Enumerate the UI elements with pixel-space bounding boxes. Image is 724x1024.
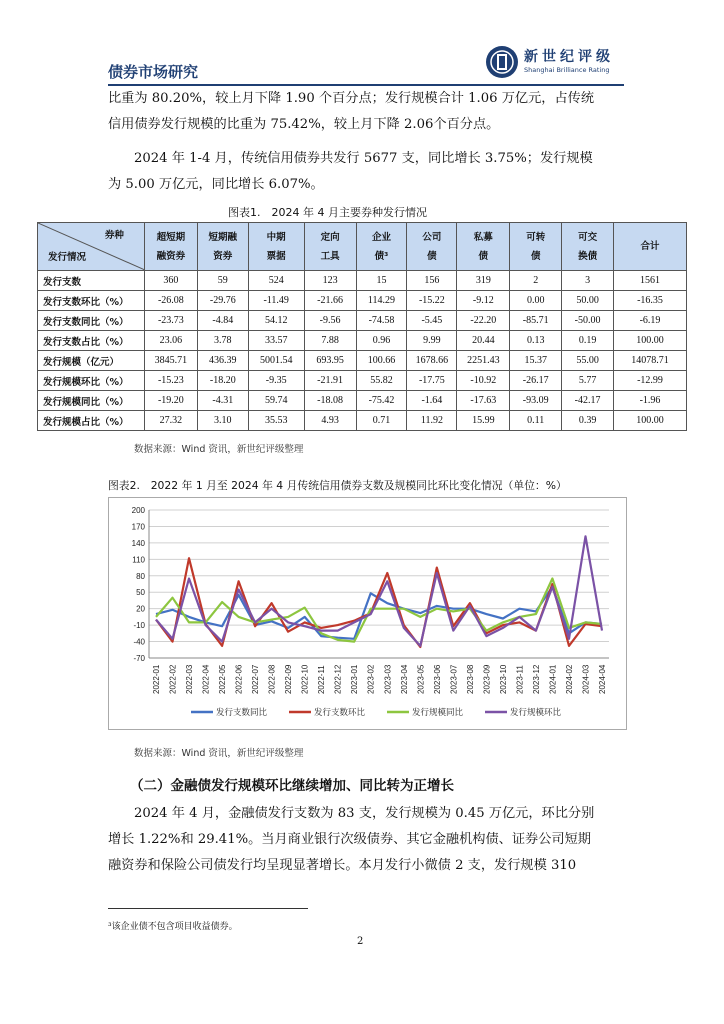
page-number: 2 — [357, 936, 364, 947]
table-cell: 100.66 — [356, 351, 407, 371]
x-tick-label: 2023-09 — [482, 664, 492, 694]
x-tick-label: 2022-10 — [300, 664, 310, 694]
col-header: 私募 债 — [457, 223, 510, 271]
table-cell: -4.84 — [197, 311, 248, 331]
table-cell: -93.09 — [510, 391, 562, 411]
paragraph-line: 信用债券发行规模的比重为 75.42%，较上月下降 2.06个百分点。 — [108, 117, 500, 132]
x-tick-label: 2023-12 — [531, 664, 541, 694]
x-tick-label: 2022-05 — [218, 664, 228, 694]
y-tick-label: 20 — [136, 604, 145, 614]
table-caption: 图表1. 2024 年 4 月主要券种发行情况 — [228, 206, 427, 219]
table-cell: 2251.43 — [457, 351, 510, 371]
col-header: 定向 工具 — [304, 223, 356, 271]
chart-frame — [108, 497, 627, 730]
table-cell: -17.63 — [457, 391, 510, 411]
x-tick-label: 2022-01 — [152, 664, 161, 694]
logo-chinese-name: 新世纪评级 — [524, 49, 614, 65]
table-cell: -10.92 — [457, 371, 510, 391]
table-cell: 55.00 — [562, 351, 614, 371]
table-cell: -29.76 — [197, 291, 248, 311]
col-header: 中期 票据 — [248, 223, 304, 271]
table-cell: 15.99 — [457, 411, 510, 431]
row-label: 发行规模同比（%） — [38, 391, 145, 411]
paragraph-line: 增长 1.22%和 29.41%。当月商业银行次级债券、其它金融机构债、证券公司短期 — [108, 832, 591, 847]
table-cell: -17.75 — [407, 371, 457, 391]
y-tick-label: 50 — [136, 588, 145, 598]
table-cell: -4.31 — [197, 391, 248, 411]
col-header: 可转 债 — [510, 223, 562, 271]
header-title: 债券市场研究 — [108, 63, 199, 81]
table-cell: -22.20 — [457, 311, 510, 331]
paragraph-line: 2024 年 1-4 月，传统信用债券共发行 5677 支，同比增长 3.75%；发行规模 — [134, 151, 593, 166]
table-cell: 100.00 — [614, 411, 687, 431]
x-tick-label: 2023-07 — [449, 664, 459, 694]
table-cell: -16.35 — [614, 291, 687, 311]
x-tick-label: 2023-10 — [498, 664, 508, 694]
x-tick-label: 2023-01 — [350, 664, 360, 694]
table-cell: -23.73 — [144, 311, 197, 331]
table-cell: -15.22 — [407, 291, 457, 311]
col-header: 可交 换债 — [562, 223, 614, 271]
table-cell: -18.20 — [197, 371, 248, 391]
footnote-divider — [108, 908, 308, 909]
row-label: 发行支数同比（%） — [38, 311, 145, 331]
x-tick-label: 2022-11 — [317, 665, 327, 694]
footnote: ³该企业债不包含项目收益债券。 — [108, 922, 238, 932]
table-cell: 27.32 — [144, 411, 197, 431]
table-source: 数据来源：Wind 资讯，新世纪评级整理 — [134, 444, 304, 455]
x-tick-label: 2022-08 — [267, 664, 277, 694]
table-cell: 319 — [457, 271, 510, 291]
x-tick-label: 2023-03 — [383, 664, 393, 694]
table-cell: -18.08 — [304, 391, 356, 411]
corner-top-label: 券种 — [104, 230, 124, 241]
table-cell: 3845.71 — [144, 351, 197, 371]
legend-label: 发行规模环比 — [510, 708, 562, 718]
table-cell: 50.00 — [562, 291, 614, 311]
table-cell: 100.00 — [614, 331, 687, 351]
table-cell: -50.00 — [562, 311, 614, 331]
logo-english-name: Shanghai Brilliance Rating — [524, 66, 610, 74]
paragraph-line: 为 5.00 万亿元，同比增长 6.07%。 — [108, 177, 324, 192]
chart-caption: 图表2. 2022 年 1 月至 2024 年 4 月传统信用债券支数及规模同比环比变化情况（单位：%） — [108, 479, 567, 492]
x-tick-label: 2023-02 — [366, 664, 376, 694]
chart-source: 数据来源：Wind 资讯，新世纪评级整理 — [134, 748, 304, 759]
table-cell: 14078.71 — [614, 351, 687, 371]
y-tick-label: -10 — [133, 621, 145, 631]
paragraph-2 — [108, 146, 624, 198]
table-cell: 33.57 — [248, 331, 304, 351]
series-line-3 — [156, 579, 602, 642]
x-tick-label: 2022-04 — [201, 664, 211, 694]
table-cell: 1678.66 — [407, 351, 457, 371]
row-label: 发行规模（亿元） — [38, 351, 145, 371]
table-cell: 5.77 — [562, 371, 614, 391]
table-cell: -5.45 — [407, 311, 457, 331]
col-header: 公司 债 — [407, 223, 457, 271]
table-cell: -19.20 — [144, 391, 197, 411]
table-cell: 23.06 — [144, 331, 197, 351]
paragraph-line: 融资券和保险公司债发行均呈现显著增长。本月发行小微债 2 支，发行规模 310 — [108, 858, 577, 873]
table-cell: 59.74 — [248, 391, 304, 411]
x-tick-label: 2023-05 — [416, 664, 426, 694]
row-label: 发行支数占比（%） — [38, 331, 145, 351]
paragraph-3 — [108, 801, 624, 879]
table-cell: 11.92 — [407, 411, 457, 431]
table-cell: -75.42 — [356, 391, 407, 411]
table-cell: -21.66 — [304, 291, 356, 311]
table-row — [38, 271, 687, 291]
section-heading: （二）金融债发行规模环比继续增加、同比转为正增长 — [130, 778, 454, 794]
table-cell: -74.58 — [356, 311, 407, 331]
table-cell: 0.96 — [356, 331, 407, 351]
table-cell: 0.71 — [356, 411, 407, 431]
y-tick-label: -40 — [133, 637, 145, 647]
table-row — [38, 311, 687, 331]
table-cell: 5001.54 — [248, 351, 304, 371]
row-label: 发行规模占比（%） — [38, 411, 145, 431]
col-header: 企业 债³ — [356, 223, 407, 271]
table-cell: 3.10 — [197, 411, 248, 431]
col-header: 超短期 融资券 — [144, 223, 197, 271]
table-cell: 35.53 — [248, 411, 304, 431]
table-cell: 693.95 — [304, 351, 356, 371]
paragraph-line: 比重为 80.20%，较上月下降 1.90 个百分点；发行规模合计 1.06 万亿元，占传统 — [108, 91, 595, 106]
table-cell: 2 — [510, 271, 562, 291]
col-header: 合计 — [614, 223, 687, 271]
table-cell: 3 — [562, 271, 614, 291]
table-cell: -26.17 — [510, 371, 562, 391]
table-row — [38, 331, 687, 351]
y-tick-label: 170 — [131, 522, 145, 532]
x-tick-label: 2023-08 — [465, 664, 475, 694]
table-cell: 360 — [144, 271, 197, 291]
line-chart — [109, 498, 626, 729]
table-cell: 0.19 — [562, 331, 614, 351]
table-cell: -42.17 — [562, 391, 614, 411]
table-cell: -1.64 — [407, 391, 457, 411]
y-tick-label: 80 — [136, 571, 145, 581]
table-cell: 114.29 — [356, 291, 407, 311]
x-tick-label: 2024-04 — [598, 664, 607, 694]
y-tick-label: -70 — [133, 654, 145, 663]
table-cell: 123 — [304, 271, 356, 291]
table-row — [38, 351, 687, 371]
table-cell: 4.93 — [304, 411, 356, 431]
table-cell: 20.44 — [457, 331, 510, 351]
table-cell: 7.88 — [304, 331, 356, 351]
table-cell: 3.78 — [197, 331, 248, 351]
company-logo — [484, 44, 626, 80]
x-tick-label: 2022-07 — [251, 664, 261, 694]
x-tick-label: 2023-06 — [432, 664, 442, 694]
y-tick-label: 110 — [132, 555, 145, 565]
table-cell: 15.37 — [510, 351, 562, 371]
table-row — [38, 291, 687, 311]
legend-label: 发行规模同比 — [412, 708, 464, 718]
x-tick-label: 2024-02 — [564, 664, 574, 694]
x-tick-label: 2024-03 — [581, 664, 591, 694]
col-header: 短期融 资券 — [197, 223, 248, 271]
row-label: 发行规模环比（%） — [38, 371, 145, 391]
table-row — [38, 391, 687, 411]
table-cell: 0.39 — [562, 411, 614, 431]
x-tick-label: 2024-01 — [548, 664, 558, 694]
table-cell: 1561 — [614, 271, 687, 291]
table-cell: 15 — [356, 271, 407, 291]
paragraph-1 — [108, 86, 624, 138]
table-cell: 436.39 — [197, 351, 248, 371]
table-cell: 0.11 — [510, 411, 562, 431]
table-cell: -11.49 — [248, 291, 304, 311]
table-cell: -1.96 — [614, 391, 687, 411]
x-tick-label: 2022-06 — [234, 664, 244, 694]
table-cell: 0.13 — [510, 331, 562, 351]
table-cell: -9.35 — [248, 371, 304, 391]
table-cell: 156 — [407, 271, 457, 291]
table-cell: -12.99 — [614, 371, 687, 391]
table-row — [38, 371, 687, 391]
table-cell: 0.00 — [510, 291, 562, 311]
logo-emblem-icon — [484, 44, 520, 80]
table-header-row — [38, 223, 687, 271]
table-row — [38, 411, 687, 431]
table-cell: -9.56 — [304, 311, 356, 331]
table-cell: -15.23 — [144, 371, 197, 391]
paragraph-line: 2024 年 4 月，金融债发行支数为 83 支，发行规模为 0.45 万亿元，环比分别 — [134, 806, 595, 821]
table-corner-cell — [38, 223, 145, 271]
table-cell: -85.71 — [510, 311, 562, 331]
table-cell: -9.12 — [457, 291, 510, 311]
table-cell: -6.19 — [614, 311, 687, 331]
legend-label: 发行支数环比 — [314, 708, 366, 718]
x-tick-label: 2022-02 — [168, 664, 178, 694]
table-cell: 9.99 — [407, 331, 457, 351]
table-cell: -21.91 — [304, 371, 356, 391]
x-tick-label: 2022-09 — [284, 664, 294, 694]
y-tick-label: 200 — [131, 506, 145, 515]
legend-label: 发行支数同比 — [216, 708, 268, 718]
row-label: 发行支数环比（%） — [38, 291, 145, 311]
x-tick-label: 2023-04 — [399, 664, 409, 694]
bond-issuance-table — [37, 222, 687, 431]
table-cell: 54.12 — [248, 311, 304, 331]
y-tick-label: 140 — [131, 538, 145, 548]
x-tick-label: 2023-11 — [515, 665, 525, 694]
table-cell: -26.08 — [144, 291, 197, 311]
table-cell: 524 — [248, 271, 304, 291]
table-cell: 59 — [197, 271, 248, 291]
table-cell: 55.82 — [356, 371, 407, 391]
corner-bottom-label: 发行情况 — [48, 252, 87, 263]
row-label: 发行支数 — [38, 271, 145, 291]
x-tick-label: 2022-12 — [333, 664, 343, 694]
x-tick-label: 2022-03 — [185, 664, 195, 694]
